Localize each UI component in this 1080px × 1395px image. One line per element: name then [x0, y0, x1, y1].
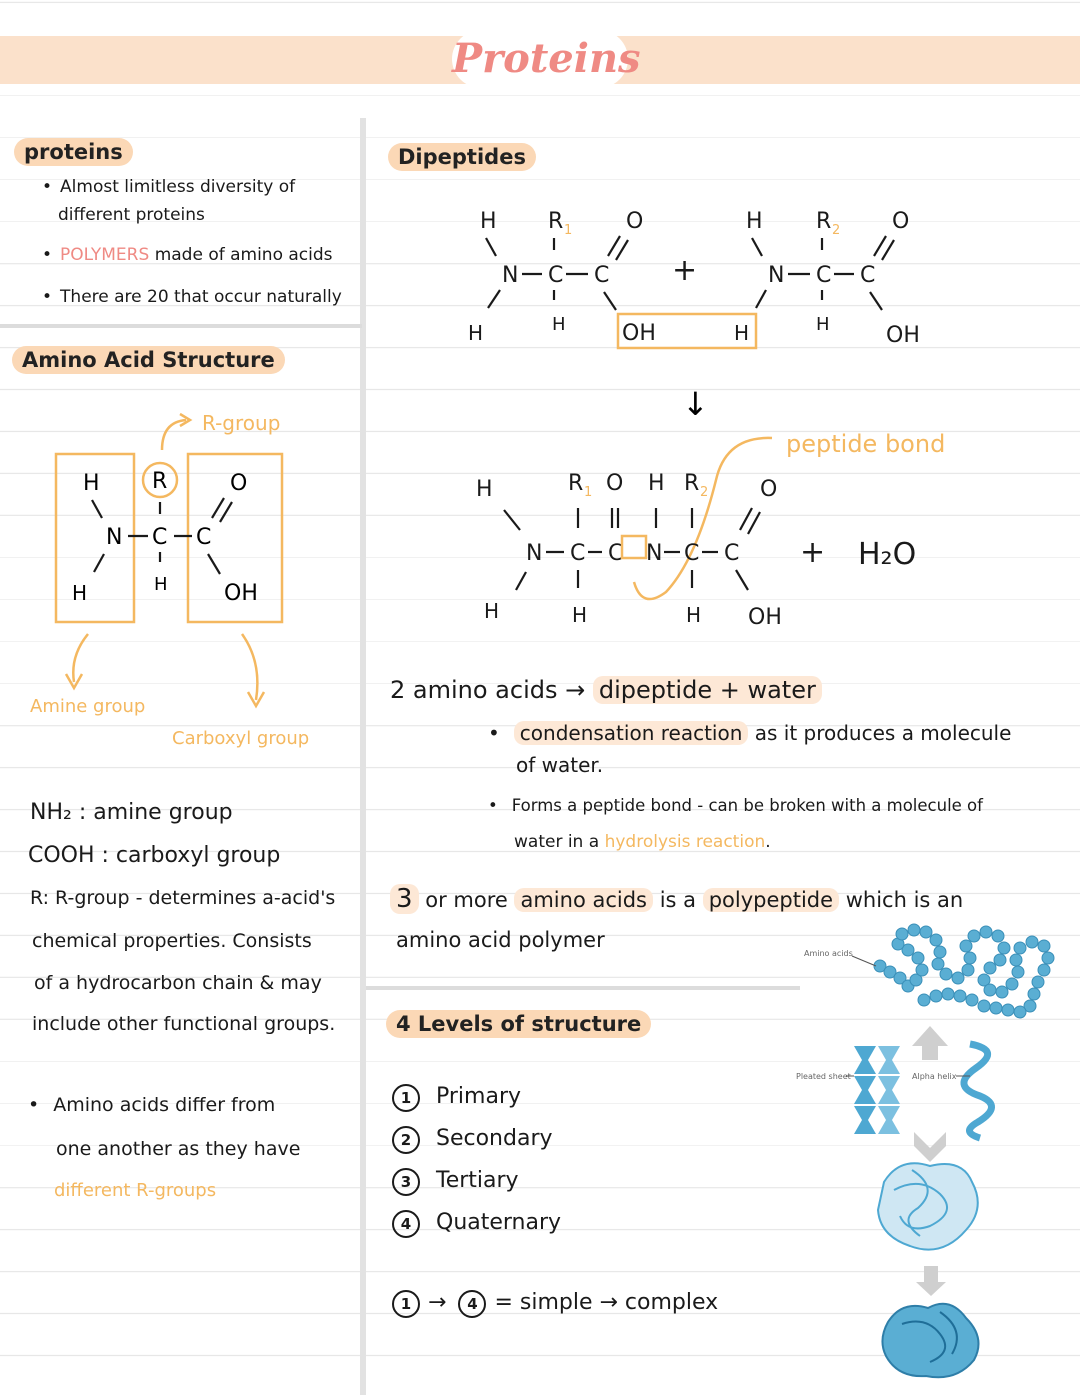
equation-line [390, 676, 822, 704]
water-plus: + [800, 535, 826, 570]
level-item-4 [392, 1210, 561, 1238]
right-r2: R [816, 209, 832, 234]
eq-right: dipeptide + water [593, 676, 822, 704]
section-divider [0, 324, 362, 328]
summary-text: = simple → complex [494, 1290, 719, 1315]
reaction-arrow: ↓ [682, 385, 709, 423]
alpha-helix-label: Alpha helix [912, 1072, 957, 1081]
atom-h-top: H [83, 471, 100, 496]
left-h-bottom: H [468, 321, 484, 345]
level-label-1: Primary [436, 1084, 522, 1109]
left-h-alpha: H [552, 314, 566, 335]
atom-c-carboxyl: C [196, 525, 212, 550]
left-o: O [626, 209, 644, 234]
right-r2-sub: 2 [832, 223, 841, 238]
left-r1-sub: 1 [564, 223, 573, 238]
prod-r1-sub: 1 [584, 485, 593, 500]
polypeptide-line-2: amino acid polymer [396, 928, 605, 952]
water-product: H₂O [858, 537, 917, 572]
left-h-top: H [480, 209, 497, 234]
proteins-bullet-1-cont: different proteins [58, 205, 205, 225]
poly-rest: which is an [845, 888, 964, 912]
dipeptides-heading: Dipeptides [388, 143, 536, 171]
prod-h-bottom: H [484, 599, 500, 623]
atom-h-bottom-left: H [72, 581, 88, 605]
poly-or: or more [425, 888, 508, 912]
arrow-shaft-gray [924, 1266, 938, 1284]
prod-n2: N [646, 541, 663, 566]
r-group-label: R-group [202, 411, 281, 435]
forms-line-1: Forms a peptide bond - can be broken with a molecule of [511, 796, 983, 815]
prod-c1: C [570, 541, 586, 566]
prod-c3: C [684, 541, 700, 566]
peptide-bond-box [622, 536, 646, 558]
condensation-highlight: condensation reaction [514, 721, 749, 745]
level-label-3: Tertiary [436, 1168, 519, 1193]
prod-h-alpha1: H [572, 603, 588, 627]
amino-acid-chain [874, 924, 1054, 1018]
right-o: O [892, 209, 910, 234]
left-r1: R [548, 209, 564, 234]
tertiary-structure [878, 1163, 978, 1249]
def-r-group-2: chemical properties. Consists [32, 930, 312, 952]
reaction-plus: + [672, 253, 698, 288]
poly-num: 3 [390, 884, 419, 914]
alpha-helix [964, 1044, 992, 1138]
differ-line-3: different R-groups [54, 1180, 217, 1201]
section-divider [366, 986, 800, 990]
prod-oh: OH [748, 605, 782, 630]
carboxyl-group-label: Carboxyl group [172, 728, 310, 749]
levels-summary: 1 → 4 = simple → complex [392, 1290, 718, 1318]
protein-structure-figure [790, 920, 1080, 1390]
differ-line-2: one another as they have [56, 1138, 301, 1160]
polypeptide-line-1 [390, 884, 963, 914]
forms-line-2 [514, 832, 771, 852]
down-arrow-gray [914, 1132, 946, 1162]
atom-r: R [152, 469, 168, 494]
levels-heading: 4 Levels of structure [386, 1010, 651, 1038]
left-oh: OH [622, 321, 656, 346]
proteins-bullet-1: • Almost limitless diversity of [42, 177, 295, 197]
right-h-alpha: H [816, 314, 830, 335]
atom-n: N [106, 525, 123, 550]
amine-group-label: Amine group [30, 696, 146, 717]
summary-to: 4 [458, 1290, 486, 1318]
quaternary-structure [882, 1304, 978, 1378]
atom-h-alpha: H [154, 574, 168, 595]
pleated-sheet-label: Pleated sheet [796, 1072, 851, 1081]
def-r-group-3: of a hydrocarbon chain & may [34, 972, 322, 994]
prod-h-top: H [476, 477, 493, 502]
atom-c-alpha: C [152, 525, 168, 550]
level-number-3: 3 [392, 1168, 420, 1196]
differ-bullet: • Amino acids differ from [28, 1094, 276, 1116]
up-arrow-gray [912, 1026, 948, 1060]
def-r-group-1: R: R-group - determines a-acid's [30, 887, 336, 909]
level-label-2: Secondary [436, 1126, 553, 1151]
amino-acids-label: Amino acids [804, 949, 853, 958]
forms-line-2a: water in a [514, 832, 600, 852]
hydrolysis-highlight: hydrolysis reaction [604, 832, 766, 852]
poly-polypeptide: polypeptide [703, 888, 839, 912]
right-h-bottom: H [734, 321, 750, 345]
right-oh: OH [886, 323, 920, 348]
amino-acid-diagram [0, 400, 360, 760]
polymers-highlight: POLYMERS [60, 245, 150, 265]
page-title: Proteins [452, 30, 628, 88]
summary-from: 1 [392, 1290, 420, 1318]
arrow-head-gray [916, 1282, 946, 1296]
proteins-bullet-2 [42, 245, 333, 265]
def-amine: NH₂ : amine group [30, 800, 233, 825]
amino-structure-heading: Amino Acid Structure [12, 346, 285, 374]
right-c2: C [860, 263, 876, 288]
level-item-3 [392, 1168, 519, 1196]
atom-oh: OH [224, 581, 258, 606]
prod-h-alpha2: H [686, 603, 702, 627]
eq-left: 2 amino acids → [390, 676, 586, 704]
prod-r2-sub: 2 [700, 485, 709, 500]
left-c1: C [548, 263, 564, 288]
dipeptide-diagram [366, 190, 1080, 640]
right-h-top: H [746, 209, 763, 234]
right-n: N [768, 263, 785, 288]
left-c2: C [594, 263, 610, 288]
bullet-2-text: made of amino acids [154, 245, 333, 265]
level-number-1: 1 [392, 1084, 420, 1112]
proteins-bullet-3: • There are 20 that occur naturally [42, 287, 342, 307]
def-carboxyl: COOH : carboxyl group [28, 843, 281, 868]
atom-o: O [230, 471, 248, 496]
level-item-2 [392, 1126, 553, 1154]
forms-line-2b: . [765, 832, 771, 852]
prod-h-n: H [648, 471, 665, 496]
left-n: N [502, 263, 519, 288]
level-label-4: Quaternary [436, 1210, 562, 1235]
condensation-line-2: of water. [516, 753, 604, 777]
prod-n1: N [526, 541, 543, 566]
prod-o1: O [606, 471, 624, 496]
right-c1: C [816, 263, 832, 288]
level-number-2: 2 [392, 1126, 420, 1154]
proteins-heading: proteins [14, 138, 133, 166]
prod-c2: C [608, 541, 624, 566]
condensation-bullet: • condensation reaction as it produces a molecule [488, 721, 1012, 745]
condensation-text: as it produces a molecule [754, 721, 1012, 745]
peptide-bond-label: peptide bond [786, 430, 946, 458]
forms-bullet: • Forms a peptide bond - can be broken with a molecule of [488, 796, 983, 815]
level-item-1 [392, 1084, 521, 1112]
prod-o2: O [760, 477, 778, 502]
pleated-sheet [854, 1046, 900, 1134]
def-r-group-4: include other functional groups. [32, 1013, 336, 1035]
poly-is: is a [659, 888, 697, 912]
poly-amino-acids: amino acids [514, 888, 653, 912]
differ-line-1: Amino acids differ from [53, 1094, 276, 1116]
prod-r1: R [568, 471, 584, 496]
prod-c4: C [724, 541, 740, 566]
level-number-4: 4 [392, 1210, 420, 1238]
prod-r2: R [684, 471, 700, 496]
